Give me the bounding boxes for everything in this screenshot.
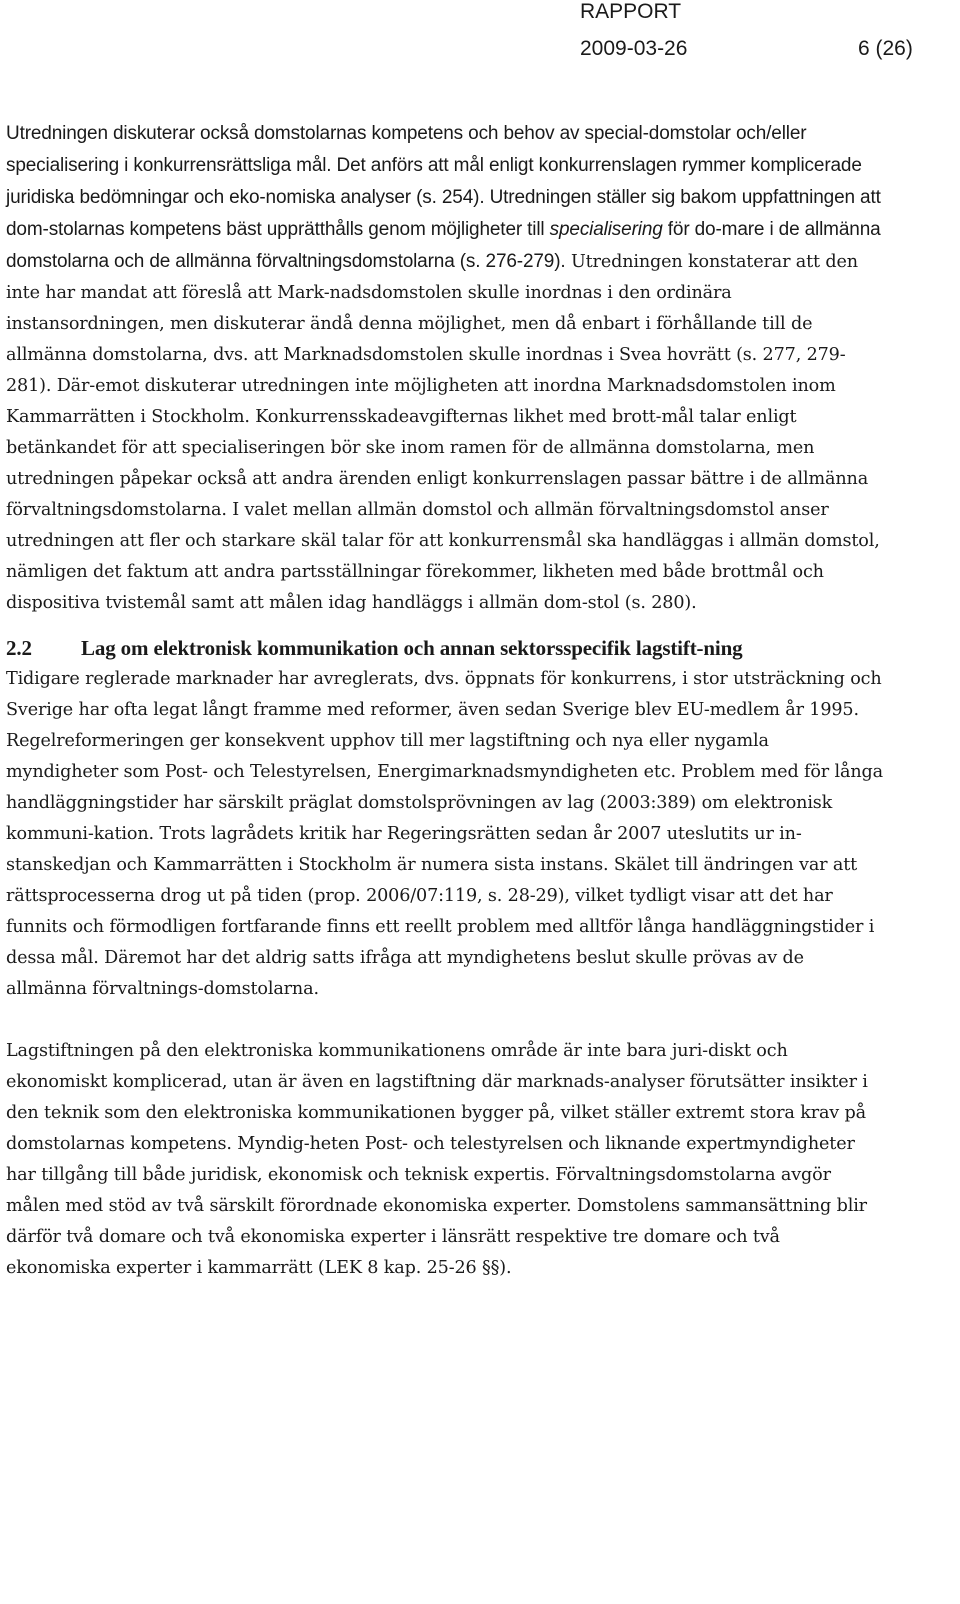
paragraph-segment-sans: Utredningen diskuterar också domstolarnas kompetens och behov av special-domstolar och/eller specialisering i konkurrensrättsliga mål. Det anförs att mål enligt konkurrenslagen rymmer komplicerade juridiska bedömningar och eko-nomiska analyser (s. 254). Utredningen ställer sig bakom uppfattningen att dom-stolarnas kompetens bäst upprätthålls genom möjligheter till — [6, 123, 881, 240]
report-date: 2009-03-26 — [580, 37, 688, 60]
section-title: Lag om elektronisk kommunikation och annan sektorsspecifik lagstift-ning — [81, 636, 743, 660]
paragraph-legislation: Lagstiftningen på den elektroniska kommunikationens område är inte bara juri-diskt och ekonomiskt komplicerad, utan är även en lagstiftning där marknads-analyser förutsätter insikter i den teknik som den elektroniska kommunikationen bygger på, vilket ställer extremt stora krav på domstolarnas kompetens. Myndig-heten Post- och telestyrelsen och liknande expertmyndigheter har tillgång till både juridisk, ekonomisk och teknisk expertis. Förvaltningsdomstolarna avgör målen med stöd av två särskilt förordnade ekonomiska experter. Domstolens sammansättning blir därför två domare och två ekonomiska experter i länsrätt respektive tre domare och två ekonomiska experter i kammarrätt (LEK 8 kap. 25-26 §§). — [6, 1041, 868, 1278]
page-header — [0, 0, 960, 70]
document-body — [6, 118, 886, 1284]
paragraph-segment-serif: Utredningen konstaterar att den inte har mandat att föreslå att Mark-nadsdomstolen skulle inordnas i den ordinära instansordningen, men diskuterar ändå denna möjlighet, men då enbart i förhållande till de allmänna domstolarna, dvs. att Marknadsdomstolen skulle inordnas i Svea hovrätt (s. 277, 279-281). Där-emot diskuterar utredningen inte möjligheten att inordna Marknadsdomstolen inom Kammarrätten i Stockholm. Konkurrensskadeavgifternas likhet med brott-mål talar enligt betänkandet för att specialiseringen bör ske inom ramen för de allmänna domstolarna, men utredningen påpekar också att andra ärenden enligt konkurrenslagen passar bättre i de allmänna förvaltningsdomstolarna. I valet mellan allmän domstol och allmän förvaltningsdomstol anser utredningen att fler och starkare skäl talar för att konkurrensmål ska handläggas i allmän domstol, nämligen det faktum att andra partsställningar förekommer, likheten med både brottmål och dispositiva tvistemål samt att målen idag handläggs i allmän dom-stol (s. 280). — [6, 252, 880, 613]
report-label: RAPPORT — [580, 0, 682, 23]
paragraph-segment-sans-2: för do-mare i de allmänna domstolarna och de allmänna förvaltningsdomstolarna (s. 276-279). — [6, 219, 881, 272]
section-heading — [6, 633, 886, 664]
paragraph-competence — [6, 118, 886, 619]
page-number: 6 (26) — [858, 37, 913, 60]
section-number: 2.2 — [6, 636, 32, 660]
emphasis-specialisering: specialisering — [549, 219, 663, 240]
paragraph-deregulation: Tidigare reglerade marknader har avreglerats, dvs. öppnats för konkurrens, i stor utsträckning och Sverige har ofta legat långt framme med reformer, även sedan Sverige blev EU-medlem år 1995. Regelreformeringen ger konsekvent upphov till mer lagstiftning och nya eller nygamla myndigheter som Post- och Telestyrelsen, Energimarknadsmyndigheten etc. Problem med för långa handläggningstider har särskilt präglat domstolsprövningen av lag (2003:389) om elektronisk kommuni-kation. Trots lagrådets kritik har Regeringsrätten sedan år 2007 uteslutits ur in-stanskedjan och Kammarrätten i Stockholm är numera sista instans. Skälet till ändringen var att rättsprocesserna drog ut på tiden (prop. 2006/07:119, s. 28-29), vilket tydligt visar att det har funnits och förmodligen fortfarande finns ett reellt problem med alltför långa handläggningstider i dessa mål. Däremot har det aldrig satts ifråga att myndighetens beslut skulle prövas av de allmänna förvaltnings-domstolarna. — [6, 669, 883, 999]
